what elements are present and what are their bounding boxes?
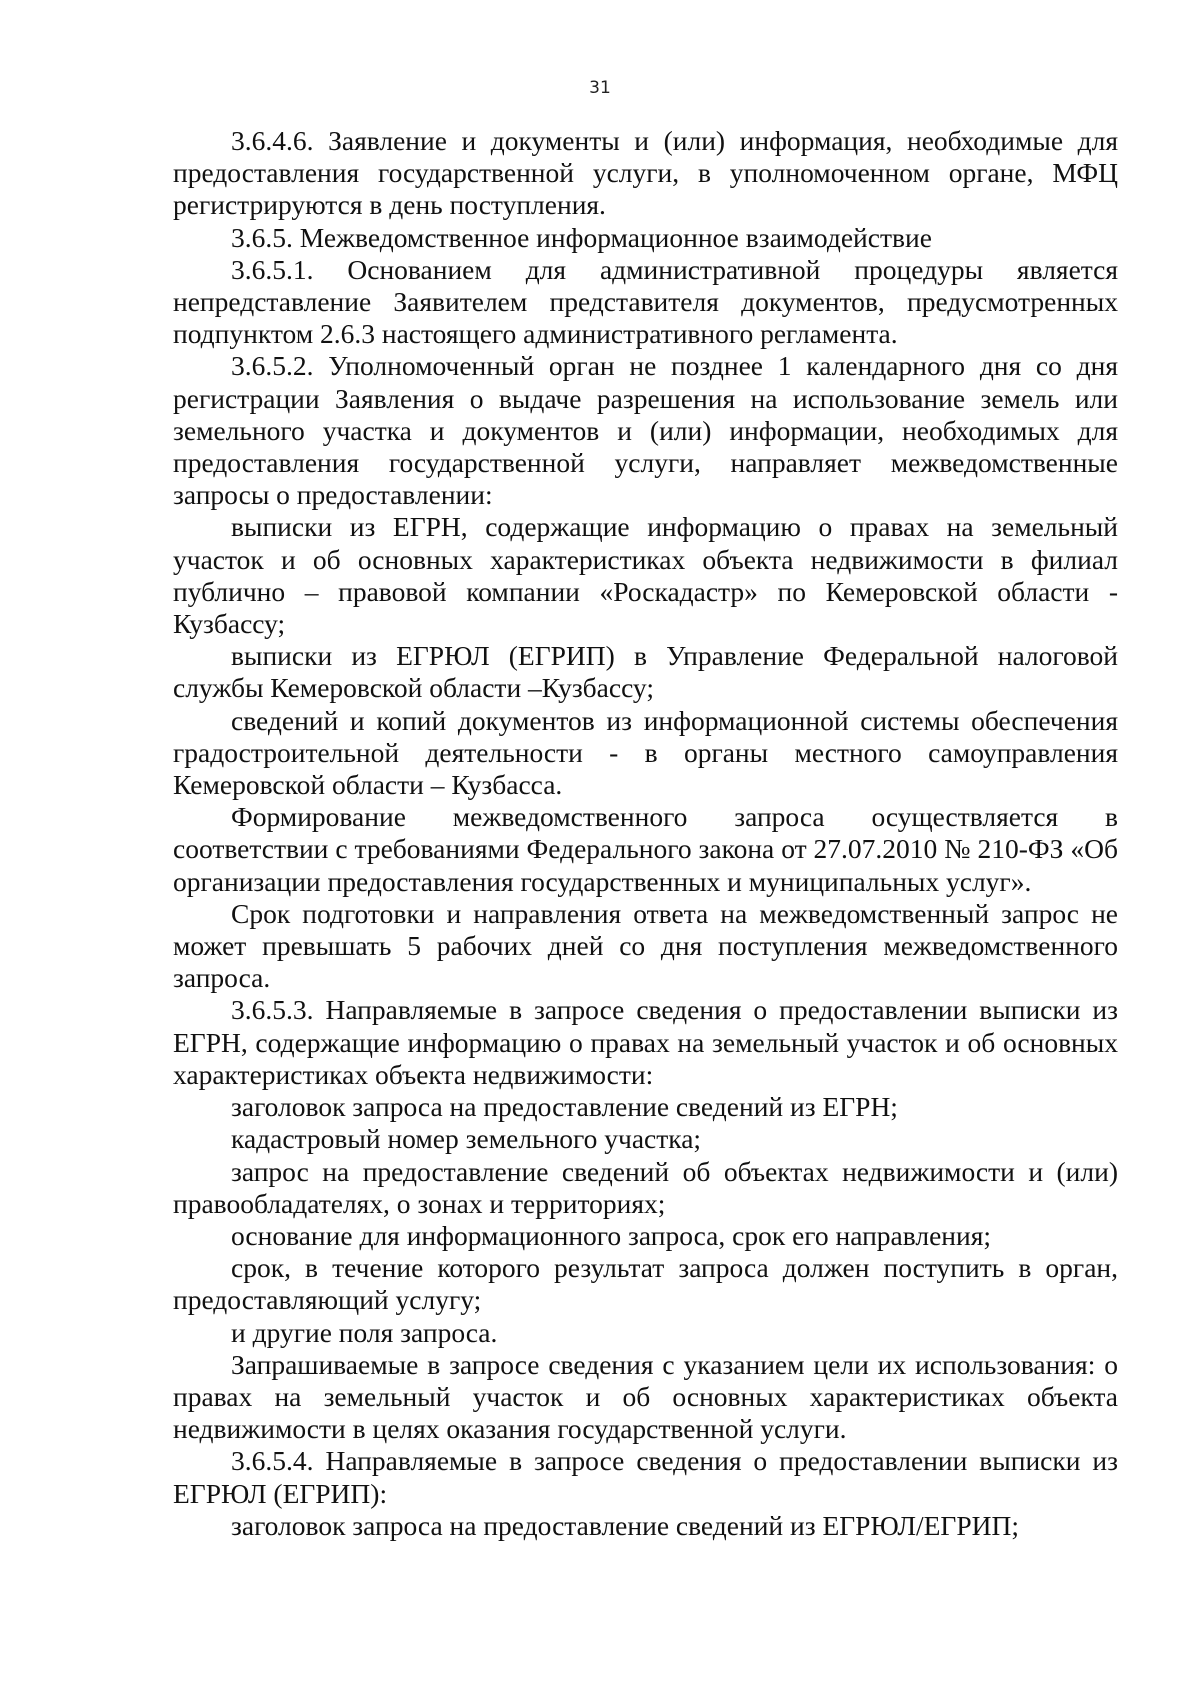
list-item-property-request: запрос на предоставление сведений об объектах недвижимости и (или) правообладателях, о зонах и территориях; xyxy=(173,1155,1118,1219)
list-item-egrul-extract: выписки из ЕГРЮЛ (ЕГРИП) в Управление Федеральной налоговой службы Кемеровской области –Кузбассу; xyxy=(173,640,1118,704)
paragraph-3-6-5-2: 3.6.5.2. Уполномоченный орган не позднее 1 календарного дня со дня регистрации Заявления о выдаче разрешения на использование земель или земельного участка и документов и (или) информации, необходимых для предоставления государственной услуги, направляет межведомственные запросы о предоставлении: xyxy=(173,350,1118,511)
list-item-egrul-request-header: заголовок запроса на предоставление сведений из ЕГРЮЛ/ЕГРИП; xyxy=(231,1509,1019,1541)
paragraph-request-formation: Формирование межведомственного запроса осуществляется в соответствии с требованиями Федерального закона от 27.07.2010 № 210-ФЗ «Об организации предоставления государственных и муниципальных услуг». xyxy=(173,801,1118,897)
paragraph-3-6-5-3: 3.6.5.3. Направляемые в запросе сведения о предоставлении выписки из ЕГРН, содержащие информацию о правах на земельный участок и об основных характеристиках объекта недвижимости: xyxy=(173,994,1118,1090)
list-item-egrn-extract: выписки из ЕГРН, содержащие информацию о правах на земельный участок и об основных характеристиках объекта недвижимости в филиал публично – правовой компании «Роскадастр» по Кемеровской области - Кузбассу; xyxy=(173,511,1118,640)
paragraph-response-deadline: Срок подготовки и направления ответа на межведомственный запрос не может превышать 5 рабочих дней со дня поступления межведомственного запроса. xyxy=(173,897,1118,994)
page-number: 31 xyxy=(589,78,611,98)
paragraph-3-6-5-4: 3.6.5.4. Направляемые в запросе сведения о предоставлении выписки из ЕГРЮЛ (ЕГРИП): xyxy=(173,1445,1118,1509)
paragraph-requested-info-purpose: Запрашиваемые в запросе сведения с указанием цели их использования: о правах на земельный участок и об основных характеристиках объекта недвижимости в целях оказания государственной услуги. xyxy=(173,1348,1118,1445)
paragraph-3-6-5-1: 3.6.5.1. Основанием для административной процедуры является непредставление Заявителем представителя документов, предусмотренных подпунктом 2.6.3 настоящего административного регламента. xyxy=(173,253,1118,350)
list-item-request-basis: основание для информационного запроса, срок его направления; xyxy=(231,1219,992,1251)
list-item-request-header: заголовок запроса на предоставление сведений из ЕГРН; xyxy=(231,1091,898,1123)
list-item-other-fields: и другие поля запроса. xyxy=(231,1316,498,1348)
document-body xyxy=(173,125,1118,1542)
paragraph-3-6-4-6: 3.6.4.6. Заявление и документы и (или) информация, необходимые для предоставления государственной услуги, в уполномоченном органе, МФЦ регистрируются в день поступления. xyxy=(173,125,1118,221)
list-item-result-deadline: срок, в течение которого результат запроса должен поступить в орган, предоставляющий услугу; xyxy=(173,1252,1118,1316)
list-item-cadastral-number: кадастровый номер земельного участка; xyxy=(231,1123,702,1155)
heading-3-6-5: 3.6.5. Межведомственное информационное взаимодействие xyxy=(231,221,932,253)
list-item-isogd-documents: сведений и копий документов из информационной системы обеспечения градостроительной деятельности - в органы местного самоуправления Кемеровской области – Кузбасса. xyxy=(173,704,1118,801)
